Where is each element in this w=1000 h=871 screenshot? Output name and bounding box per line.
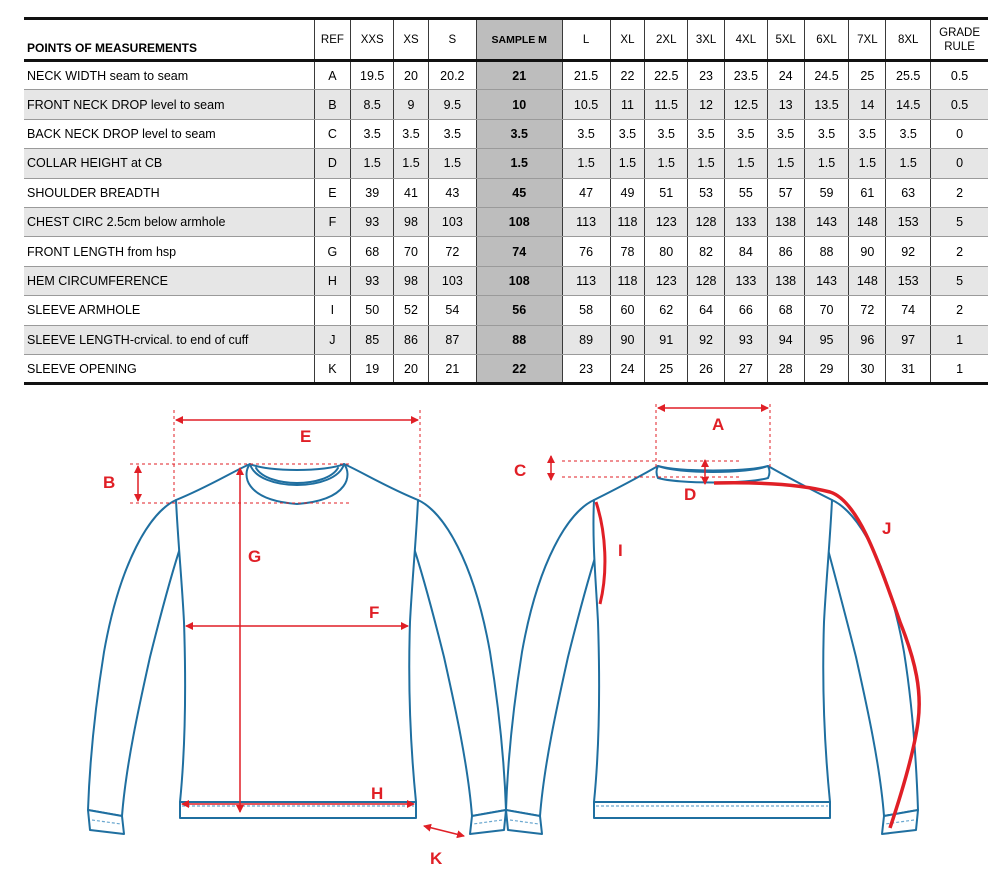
size-value-cell: 138 xyxy=(767,207,804,236)
size-value-cell: 143 xyxy=(804,207,849,236)
size-value-cell: 1.5 xyxy=(886,149,931,178)
size-value-cell: 61 xyxy=(849,178,886,207)
grade-rule-line2: RULE xyxy=(944,40,975,53)
size-value-cell: 95 xyxy=(804,325,849,354)
size-value-cell: 49 xyxy=(610,178,645,207)
size-value-cell: 54 xyxy=(428,296,476,325)
table-row xyxy=(24,207,988,236)
size-value-cell: 90 xyxy=(849,237,886,266)
size-value-cell: 92 xyxy=(886,237,931,266)
header-size: 7XL xyxy=(849,19,886,61)
size-value-cell: 138 xyxy=(767,266,804,295)
size-value-cell: 12 xyxy=(688,90,725,119)
size-value-cell: 26 xyxy=(688,354,725,383)
size-value-cell: 78 xyxy=(610,237,645,266)
measurement-point-cell: SLEEVE OPENING xyxy=(24,354,314,383)
size-value-cell: 20.2 xyxy=(428,61,476,90)
size-value-cell: 14 xyxy=(849,90,886,119)
size-value-cell: 86 xyxy=(767,237,804,266)
size-value-cell: 1.5 xyxy=(767,149,804,178)
label-e: E xyxy=(300,427,312,446)
measurement-point-cell: HEM CIRCUMFERENCE xyxy=(24,266,314,295)
size-value-cell: 64 xyxy=(688,296,725,325)
size-value-cell: 57 xyxy=(767,178,804,207)
header-size: 2XL xyxy=(645,19,688,61)
size-value-cell: 1.5 xyxy=(724,149,767,178)
ref-cell: C xyxy=(314,119,351,148)
table-row xyxy=(24,266,988,295)
measurement-point-cell: CHEST CIRC 2.5cm below armhole xyxy=(24,207,314,236)
measurement-point-cell: SHOULDER BREADTH xyxy=(24,178,314,207)
size-value-cell: 9.5 xyxy=(428,90,476,119)
size-value-cell: 12.5 xyxy=(724,90,767,119)
size-value-cell: 11.5 xyxy=(645,90,688,119)
size-value-cell: 58 xyxy=(562,296,610,325)
sample-value-cell: 74 xyxy=(476,237,562,266)
measurement-table-container xyxy=(24,17,988,385)
size-value-cell: 98 xyxy=(394,266,429,295)
label-g: G xyxy=(248,547,262,566)
size-value-cell: 53 xyxy=(688,178,725,207)
size-value-cell: 72 xyxy=(428,237,476,266)
size-value-cell: 1.5 xyxy=(351,149,394,178)
size-value-cell: 68 xyxy=(351,237,394,266)
size-value-cell: 22.5 xyxy=(645,61,688,90)
size-value-cell: 19.5 xyxy=(351,61,394,90)
grade-rule-cell: 0.5 xyxy=(931,90,988,119)
size-value-cell: 8.5 xyxy=(351,90,394,119)
size-value-cell: 29 xyxy=(804,354,849,383)
sample-value-cell: 45 xyxy=(476,178,562,207)
size-value-cell: 1.5 xyxy=(428,149,476,178)
back-body xyxy=(593,466,832,802)
header-ref: REF xyxy=(314,19,351,61)
table-row xyxy=(24,237,988,266)
size-value-cell: 128 xyxy=(688,266,725,295)
size-value-cell: 11 xyxy=(610,90,645,119)
grade-rule-cell: 2 xyxy=(931,178,988,207)
grade-rule-line1: GRADE xyxy=(939,26,981,39)
size-value-cell: 13 xyxy=(767,90,804,119)
size-value-cell: 25 xyxy=(645,354,688,383)
size-value-cell: 153 xyxy=(886,207,931,236)
measurement-point-cell: SLEEVE ARMHOLE xyxy=(24,296,314,325)
size-value-cell: 76 xyxy=(562,237,610,266)
sample-value-cell: 10 xyxy=(476,90,562,119)
size-value-cell: 23.5 xyxy=(724,61,767,90)
size-value-cell: 84 xyxy=(724,237,767,266)
size-value-cell: 70 xyxy=(394,237,429,266)
back-hem-band xyxy=(594,802,830,818)
size-value-cell: 143 xyxy=(804,266,849,295)
grade-rule-cell: 1 xyxy=(931,354,988,383)
sample-value-cell: 21 xyxy=(476,61,562,90)
table-row xyxy=(24,325,988,354)
ref-cell: B xyxy=(314,90,351,119)
size-value-cell: 1.5 xyxy=(394,149,429,178)
size-value-cell: 25 xyxy=(849,61,886,90)
front-left-sleeve xyxy=(88,500,182,816)
size-value-cell: 93 xyxy=(724,325,767,354)
size-value-cell: 51 xyxy=(645,178,688,207)
size-value-cell: 118 xyxy=(610,207,645,236)
size-value-cell: 1.5 xyxy=(645,149,688,178)
sample-value-cell: 22 xyxy=(476,354,562,383)
size-value-cell: 90 xyxy=(610,325,645,354)
label-f: F xyxy=(369,603,380,622)
size-value-cell: 13.5 xyxy=(804,90,849,119)
back-garment xyxy=(506,466,918,834)
header-size: XS xyxy=(394,19,429,61)
sample-value-cell: 88 xyxy=(476,325,562,354)
table-row xyxy=(24,354,988,383)
size-value-cell: 68 xyxy=(767,296,804,325)
grade-rule-cell: 0 xyxy=(931,149,988,178)
size-value-cell: 59 xyxy=(804,178,849,207)
size-value-cell: 3.5 xyxy=(767,119,804,148)
size-value-cell: 1.5 xyxy=(610,149,645,178)
size-value-cell: 133 xyxy=(724,266,767,295)
grade-rule-cell: 2 xyxy=(931,237,988,266)
measurement-point-cell: BACK NECK DROP level to seam xyxy=(24,119,314,148)
size-value-cell: 50 xyxy=(351,296,394,325)
size-value-cell: 23 xyxy=(562,354,610,383)
label-b: B xyxy=(103,473,116,492)
size-value-cell: 1.5 xyxy=(562,149,610,178)
ref-cell: E xyxy=(314,178,351,207)
size-value-cell: 63 xyxy=(886,178,931,207)
size-value-cell: 1.5 xyxy=(849,149,886,178)
label-h: H xyxy=(371,784,384,803)
size-value-cell: 133 xyxy=(724,207,767,236)
grade-rule-cell: 2 xyxy=(931,296,988,325)
header-size: 6XL xyxy=(804,19,849,61)
table-row xyxy=(24,119,988,148)
size-value-cell: 47 xyxy=(562,178,610,207)
measurement-point-cell: NECK WIDTH seam to seam xyxy=(24,61,314,90)
table-row xyxy=(24,61,988,90)
size-value-cell: 3.5 xyxy=(849,119,886,148)
size-value-cell: 80 xyxy=(645,237,688,266)
size-value-cell: 21 xyxy=(428,354,476,383)
size-value-cell: 94 xyxy=(767,325,804,354)
ref-cell: F xyxy=(314,207,351,236)
size-value-cell: 113 xyxy=(562,266,610,295)
ref-cell: K xyxy=(314,354,351,383)
size-value-cell: 25.5 xyxy=(886,61,931,90)
header-size: XXS xyxy=(351,19,394,61)
size-value-cell: 128 xyxy=(688,207,725,236)
size-value-cell: 9 xyxy=(394,90,429,119)
size-value-cell: 21.5 xyxy=(562,61,610,90)
grade-rule-cell: 0 xyxy=(931,119,988,148)
size-value-cell: 91 xyxy=(645,325,688,354)
size-value-cell: 85 xyxy=(351,325,394,354)
size-value-cell: 93 xyxy=(351,266,394,295)
label-a: A xyxy=(712,415,725,434)
size-value-cell: 82 xyxy=(688,237,725,266)
grade-rule-cell: 0.5 xyxy=(931,61,988,90)
size-value-cell: 24 xyxy=(610,354,645,383)
size-value-cell: 31 xyxy=(886,354,931,383)
measurement-point-cell: FRONT NECK DROP level to seam xyxy=(24,90,314,119)
label-d: D xyxy=(684,485,697,504)
size-value-cell: 3.5 xyxy=(351,119,394,148)
size-value-cell: 89 xyxy=(562,325,610,354)
sample-value-cell: 108 xyxy=(476,207,562,236)
size-value-cell: 98 xyxy=(394,207,429,236)
size-value-cell: 22 xyxy=(610,61,645,90)
size-value-cell: 113 xyxy=(562,207,610,236)
header-size: S xyxy=(428,19,476,61)
size-value-cell: 123 xyxy=(645,207,688,236)
header-size: L xyxy=(562,19,610,61)
size-value-cell: 74 xyxy=(886,296,931,325)
table-row xyxy=(24,90,988,119)
grade-rule-cell: 1 xyxy=(931,325,988,354)
back-left-sleeve xyxy=(506,500,600,816)
label-i: I xyxy=(618,541,623,560)
ref-cell: H xyxy=(314,266,351,295)
size-value-cell: 153 xyxy=(886,266,931,295)
label-j: J xyxy=(882,519,892,538)
size-value-cell: 20 xyxy=(394,61,429,90)
size-value-cell: 103 xyxy=(428,207,476,236)
size-value-cell: 3.5 xyxy=(562,119,610,148)
ref-cell: I xyxy=(314,296,351,325)
size-value-cell: 27 xyxy=(724,354,767,383)
size-value-cell: 123 xyxy=(645,266,688,295)
size-value-cell: 103 xyxy=(428,266,476,295)
table-header-row xyxy=(24,19,988,61)
ref-cell: J xyxy=(314,325,351,354)
header-size: 8XL xyxy=(886,19,931,61)
size-value-cell: 52 xyxy=(394,296,429,325)
size-value-cell: 23 xyxy=(688,61,725,90)
size-value-cell: 118 xyxy=(610,266,645,295)
size-value-cell: 66 xyxy=(724,296,767,325)
k-measure-arrow xyxy=(424,826,464,836)
label-c: C xyxy=(514,461,527,480)
measurement-table xyxy=(24,17,988,385)
size-value-cell: 3.5 xyxy=(804,119,849,148)
size-value-cell: 3.5 xyxy=(610,119,645,148)
size-value-cell: 148 xyxy=(849,207,886,236)
size-value-cell: 3.5 xyxy=(724,119,767,148)
size-value-cell: 93 xyxy=(351,207,394,236)
front-right-sleeve xyxy=(412,500,506,816)
ref-cell: G xyxy=(314,237,351,266)
header-size: 5XL xyxy=(767,19,804,61)
header-points-of-measurement: POINTS OF MEASUREMENTS xyxy=(24,19,314,61)
size-value-cell: 1.5 xyxy=(804,149,849,178)
header-size: XL xyxy=(610,19,645,61)
size-value-cell: 20 xyxy=(394,354,429,383)
ref-cell: D xyxy=(314,149,351,178)
size-value-cell: 92 xyxy=(688,325,725,354)
sample-value-cell: 1.5 xyxy=(476,149,562,178)
front-garment xyxy=(88,464,506,834)
header-grade-rule xyxy=(931,19,988,61)
size-value-cell: 3.5 xyxy=(645,119,688,148)
size-value-cell: 30 xyxy=(849,354,886,383)
size-value-cell: 88 xyxy=(804,237,849,266)
size-value-cell: 96 xyxy=(849,325,886,354)
size-value-cell: 62 xyxy=(645,296,688,325)
measurement-point-cell: FRONT LENGTH from hsp xyxy=(24,237,314,266)
size-value-cell: 60 xyxy=(610,296,645,325)
size-value-cell: 86 xyxy=(394,325,429,354)
size-value-cell: 3.5 xyxy=(394,119,429,148)
front-body xyxy=(176,464,418,802)
size-value-cell: 3.5 xyxy=(688,119,725,148)
sample-value-cell: 3.5 xyxy=(476,119,562,148)
size-value-cell: 28 xyxy=(767,354,804,383)
grade-rule-cell: 5 xyxy=(931,266,988,295)
size-value-cell: 72 xyxy=(849,296,886,325)
size-value-cell: 19 xyxy=(351,354,394,383)
measurement-point-cell: COLLAR HEIGHT at CB xyxy=(24,149,314,178)
table-row xyxy=(24,296,988,325)
size-value-cell: 14.5 xyxy=(886,90,931,119)
header-sample-size: SAMPLE M xyxy=(476,19,562,61)
ref-cell: A xyxy=(314,61,351,90)
size-value-cell: 39 xyxy=(351,178,394,207)
header-size: 3XL xyxy=(688,19,725,61)
table-body xyxy=(24,61,988,384)
header-size: 4XL xyxy=(724,19,767,61)
size-value-cell: 148 xyxy=(849,266,886,295)
size-value-cell: 41 xyxy=(394,178,429,207)
size-value-cell: 97 xyxy=(886,325,931,354)
table-row xyxy=(24,149,988,178)
size-value-cell: 87 xyxy=(428,325,476,354)
size-value-cell: 10.5 xyxy=(562,90,610,119)
size-value-cell: 55 xyxy=(724,178,767,207)
size-value-cell: 70 xyxy=(804,296,849,325)
garment-diagram xyxy=(0,392,1000,871)
size-value-cell: 43 xyxy=(428,178,476,207)
size-value-cell: 1.5 xyxy=(688,149,725,178)
size-value-cell: 3.5 xyxy=(886,119,931,148)
sample-value-cell: 56 xyxy=(476,296,562,325)
size-value-cell: 24.5 xyxy=(804,61,849,90)
size-value-cell: 3.5 xyxy=(428,119,476,148)
grade-rule-cell: 5 xyxy=(931,207,988,236)
sample-value-cell: 108 xyxy=(476,266,562,295)
table-row xyxy=(24,178,988,207)
label-k: K xyxy=(430,849,443,868)
size-value-cell: 24 xyxy=(767,61,804,90)
measurement-point-cell: SLEEVE LENGTH-crvical. to end of cuff xyxy=(24,325,314,354)
garment-diagram-svg xyxy=(0,392,1000,871)
